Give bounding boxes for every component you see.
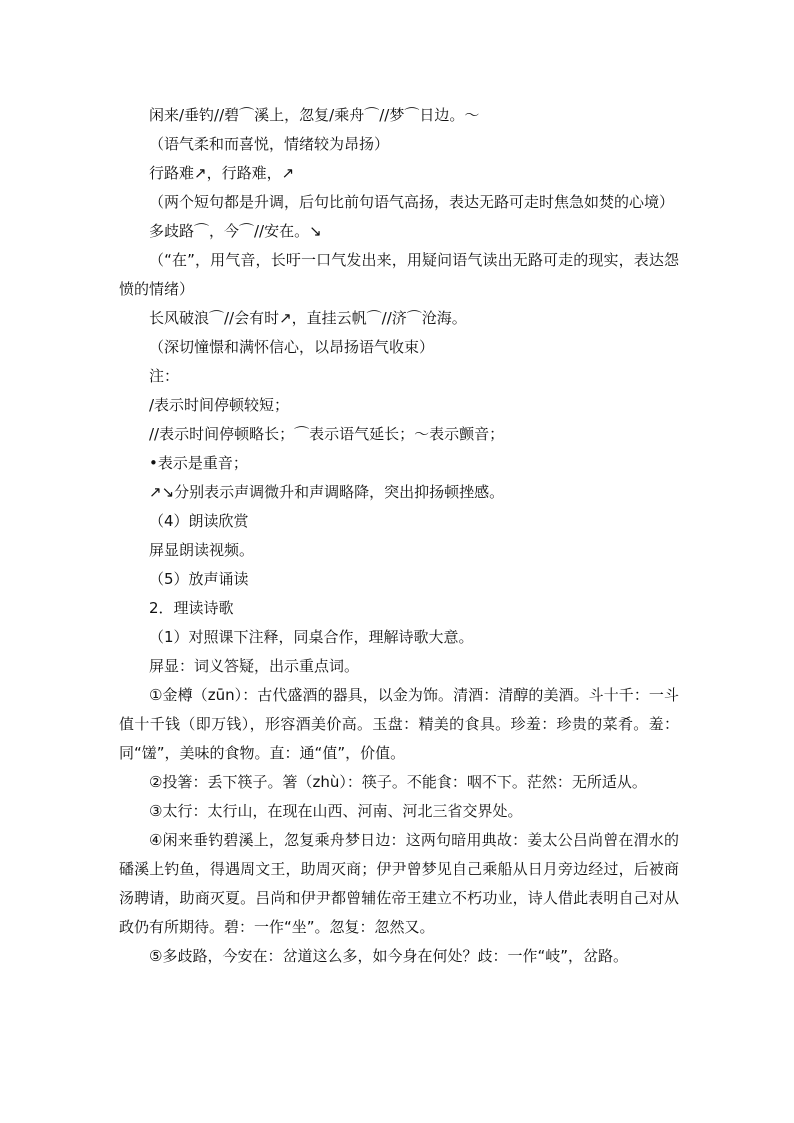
gloss-item-2: ②投箸：丢下筷子。箸（zhù）：筷子。不能食：咽不下。茫然：无所适从。 (149, 773, 647, 791)
notes-heading: 注： (149, 367, 180, 385)
document-body (119, 101, 679, 971)
legend-stress: •表示是重音； (149, 454, 248, 472)
tone-note-1: （语气柔和而喜悦，情绪较为昂扬） (149, 135, 390, 153)
tone-note-4: （深切憧憬和满怀信心，以昂扬语气收束） (149, 338, 435, 356)
legend-tone: ↗↘分别表示声调微升和声调略降，突出抑扬顿挫感。 (149, 483, 505, 501)
step-annotations: （1）对照课下注释，同桌合作，理解诗歌大意。 (149, 628, 474, 646)
legend-long-pause: //表示时间停顿略长；⌒表示语气延长；～表示颤音； (149, 425, 505, 443)
section-loud-reading: （5）放声诵读 (149, 570, 249, 588)
tone-note-2: （两个短句都是升调，后句比前句语气高扬，表达无路可走时焦急如焚的心境） (149, 193, 675, 211)
section-reading-appreciation: （4）朗读欣赏 (149, 512, 249, 530)
reading-mark-line-2: 行路难↗，行路难，↗ (149, 164, 295, 182)
gloss-item-1: ①金樽（zūn）：古代盛酒的器具，以金为饰。清酒：清醇的美酒。斗十千：一斗值十千钱（即万钱），形容酒美价高。玉盘：精美的食具。珍羞：珍贵的菜肴。羞：同“馐”，美味的食物。直：通“值”，价值。 (119, 686, 679, 762)
gloss-item-4: ④闲来垂钓碧溪上，忽复乘舟梦日边：这两句暗用典故：姜太公吕尚曾在渭水的磻溪上钓鱼，得遇周文王，助周灭商；伊尹曾梦见自己乘船从日月旁边经过，后被商汤聘请，助商灭夏。吕尚和伊尹都曾辅佐帝王建立不朽功业，诗人借此表明自己对从政仍有所期待。碧：一作“坐”。忽复：忽然又。 (119, 831, 679, 936)
legend-short-pause: /表示时间停顿较短； (149, 396, 290, 414)
screen-word-meanings: 屏显：词义答疑，出示重点词。 (149, 657, 360, 675)
tone-note-3: （“在”，用气音，长吁一口气发出来，用疑问语气读出无路可走的现实，表达怨愤的情绪） (119, 251, 679, 298)
reading-mark-line-4: 长风破浪⌒//会有时↗，直挂云帆⌒//济⌒沧海。 (149, 309, 467, 327)
screen-video-note: 屏显朗读视频。 (149, 541, 255, 559)
reading-mark-line-1: 闲来/垂钓//碧⌒溪上，忽复/乘舟⌒//梦⌒日边。～ (149, 106, 480, 124)
gloss-item-3: ③太行：太行山，在现在山西、河南、河北三省交界处。 (149, 802, 523, 820)
gloss-item-5: ⑤多歧路，今安在：岔道这么多，如今身在何处？歧：一作“岐”，岔路。 (149, 947, 628, 965)
section-understand-poem: 2．理读诗歌 (149, 599, 234, 617)
reading-mark-line-3: 多歧路⌒，今⌒//安在。↘ (149, 222, 322, 240)
